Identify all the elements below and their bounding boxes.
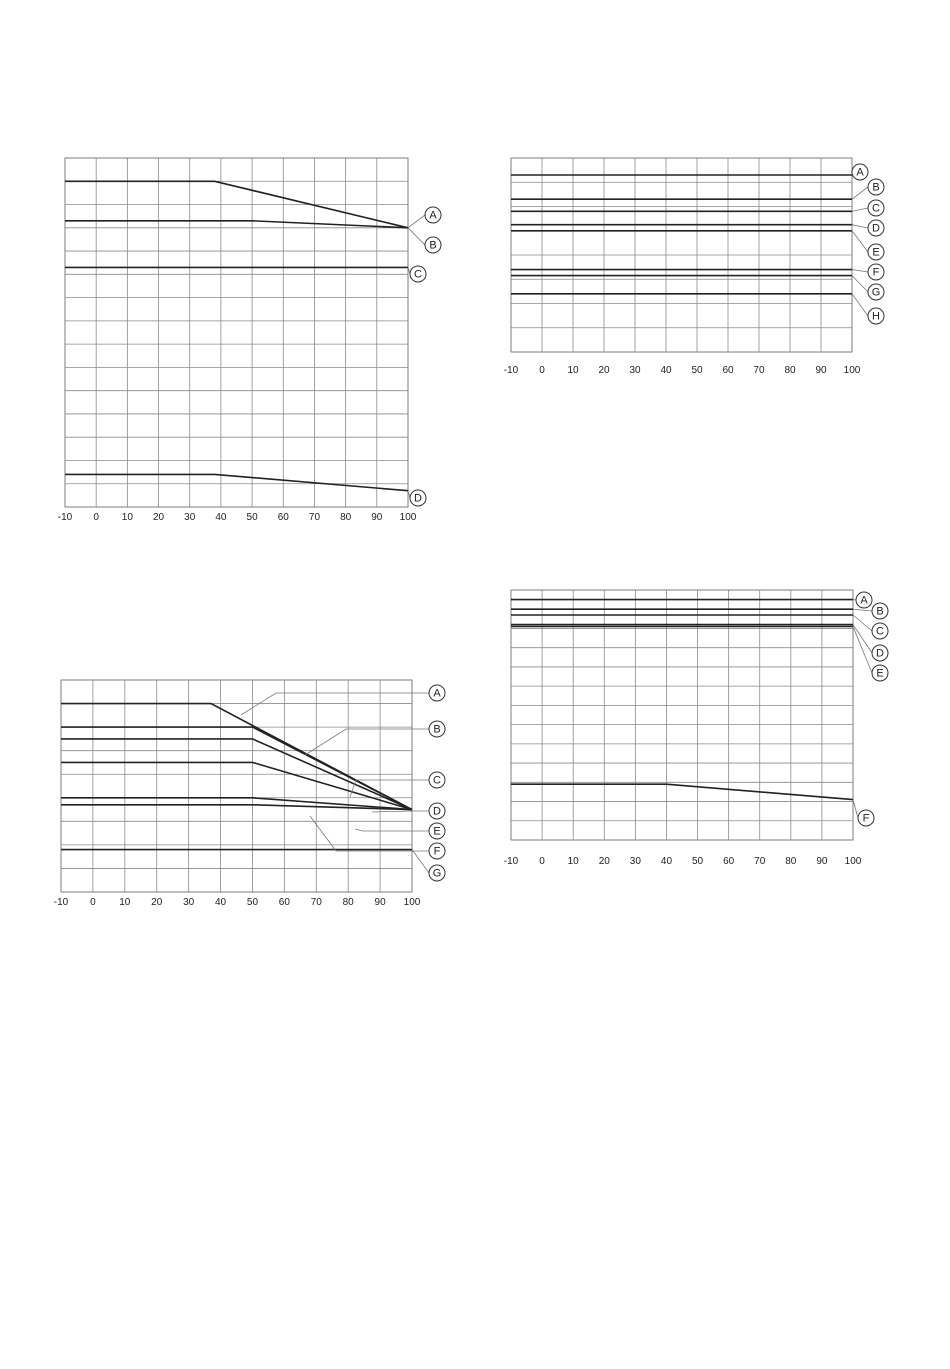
- x-tick-label: 90: [815, 365, 827, 376]
- x-tick-label: 80: [342, 897, 354, 908]
- series-marker-label: D: [433, 805, 441, 818]
- series-marker-label: D: [872, 222, 880, 235]
- leader-line-f: [852, 270, 868, 272]
- x-tick-label: 70: [310, 897, 322, 908]
- leader-line-c: [852, 208, 868, 211]
- leader-line-e: [853, 627, 872, 673]
- series-marker-label: B: [876, 605, 884, 618]
- x-tick-label: 80: [785, 856, 797, 867]
- series-marker-label: F: [862, 812, 870, 825]
- series-marker-label: F: [872, 266, 880, 279]
- x-tick-label: 30: [629, 856, 641, 867]
- x-tick-label: 10: [567, 365, 579, 376]
- x-tick-label: 50: [246, 897, 259, 908]
- x-tick-label: 40: [215, 512, 227, 523]
- leader-line-b: [305, 729, 429, 755]
- series-marker-label: A: [433, 687, 441, 700]
- leader-line-e: [852, 231, 868, 252]
- x-tick-label: 90: [816, 856, 828, 867]
- series-marker-label: E: [876, 667, 884, 680]
- x-tick-label: 0: [90, 897, 96, 908]
- x-tick-label: 20: [151, 897, 163, 908]
- x-tick-label: 60: [278, 897, 290, 908]
- leader-line-d: [372, 811, 429, 812]
- leader-line-f: [853, 800, 858, 818]
- x-tick-label: 60: [277, 512, 289, 523]
- x-tick-label: 50: [246, 512, 258, 523]
- x-tick-label: 30: [183, 897, 195, 908]
- x-tick-label: 100: [399, 512, 417, 523]
- series-marker-label: B: [433, 723, 441, 736]
- series-line-f: [511, 784, 853, 799]
- x-tick-label: 80: [784, 365, 796, 376]
- x-tick-label: 10: [567, 856, 579, 867]
- chart-4: [504, 590, 888, 867]
- leader-line-g: [412, 850, 429, 873]
- x-tick-label: 80: [340, 512, 352, 523]
- x-tick-label: 40: [660, 856, 673, 867]
- series-marker-label: A: [429, 209, 437, 222]
- leader-line-d: [852, 225, 868, 228]
- plot-frame: [511, 590, 853, 840]
- x-tick-label: 70: [753, 365, 765, 376]
- series-marker-label: C: [876, 625, 884, 638]
- x-tick-label: 40: [660, 365, 672, 376]
- x-tick-label: 40: [214, 897, 227, 908]
- leader-line-b: [852, 187, 868, 199]
- x-tick-label: 50: [691, 365, 703, 376]
- series-marker-label: F: [433, 845, 441, 858]
- chart-grid: [511, 590, 853, 840]
- leader-line-h: [852, 294, 868, 316]
- x-tick-label: 90: [371, 512, 383, 523]
- series-marker-label: G: [871, 286, 881, 299]
- chart-2: [504, 158, 884, 376]
- chart-1: [58, 158, 441, 523]
- x-tick-label: -10: [503, 856, 519, 867]
- leader-line-a: [241, 693, 429, 715]
- x-tick-label: 90: [374, 897, 386, 908]
- x-tick-label: 10: [121, 512, 133, 523]
- x-tick-label: -10: [53, 897, 69, 908]
- leader-line-a: [408, 215, 425, 228]
- x-tick-label: 100: [843, 365, 861, 376]
- x-tick-label: -10: [57, 512, 73, 523]
- series-marker-label: B: [872, 181, 880, 194]
- leader-line-g: [852, 276, 868, 292]
- series-marker-label: D: [876, 647, 884, 660]
- x-tick-label: 60: [723, 856, 735, 867]
- x-tick-label: 0: [539, 856, 545, 867]
- x-tick-label: 60: [722, 365, 734, 376]
- series-marker-label: G: [432, 867, 442, 880]
- x-tick-label: -10: [503, 365, 519, 376]
- chart-3: [54, 680, 445, 908]
- x-tick-label: 30: [184, 512, 196, 523]
- x-tick-label: 20: [598, 856, 610, 867]
- series-marker-label: A: [856, 166, 864, 179]
- x-tick-label: 70: [754, 856, 766, 867]
- x-tick-label: 50: [691, 856, 704, 867]
- plot-frame: [65, 158, 408, 507]
- x-tick-label: 30: [629, 365, 641, 376]
- series-marker-label: C: [414, 268, 422, 281]
- x-tick-label: 0: [93, 512, 99, 523]
- x-tick-label: 20: [598, 365, 610, 376]
- x-tick-label: 20: [152, 512, 165, 523]
- leader-line-b: [408, 228, 425, 245]
- x-tick-label: 10: [119, 897, 131, 908]
- x-tick-label: 100: [844, 856, 862, 867]
- chart-grid: [511, 158, 852, 352]
- series-marker-label: H: [872, 310, 880, 323]
- series-marker-label: E: [433, 825, 441, 838]
- series-marker-label: B: [429, 239, 437, 252]
- series-marker-label: A: [860, 594, 868, 607]
- series-marker-label: C: [872, 202, 880, 215]
- series-line-b: [65, 221, 408, 228]
- series-marker-label: D: [414, 492, 422, 505]
- x-tick-label: 70: [308, 512, 321, 523]
- chart-grid: [65, 158, 408, 507]
- x-tick-label: 0: [539, 365, 545, 376]
- series-marker-label: E: [872, 246, 880, 259]
- x-tick-label: 100: [403, 897, 421, 908]
- series-line-d: [65, 474, 408, 490]
- leader-line-e: [355, 829, 429, 831]
- series-marker-label: C: [433, 774, 441, 787]
- leader-line-b: [853, 609, 872, 611]
